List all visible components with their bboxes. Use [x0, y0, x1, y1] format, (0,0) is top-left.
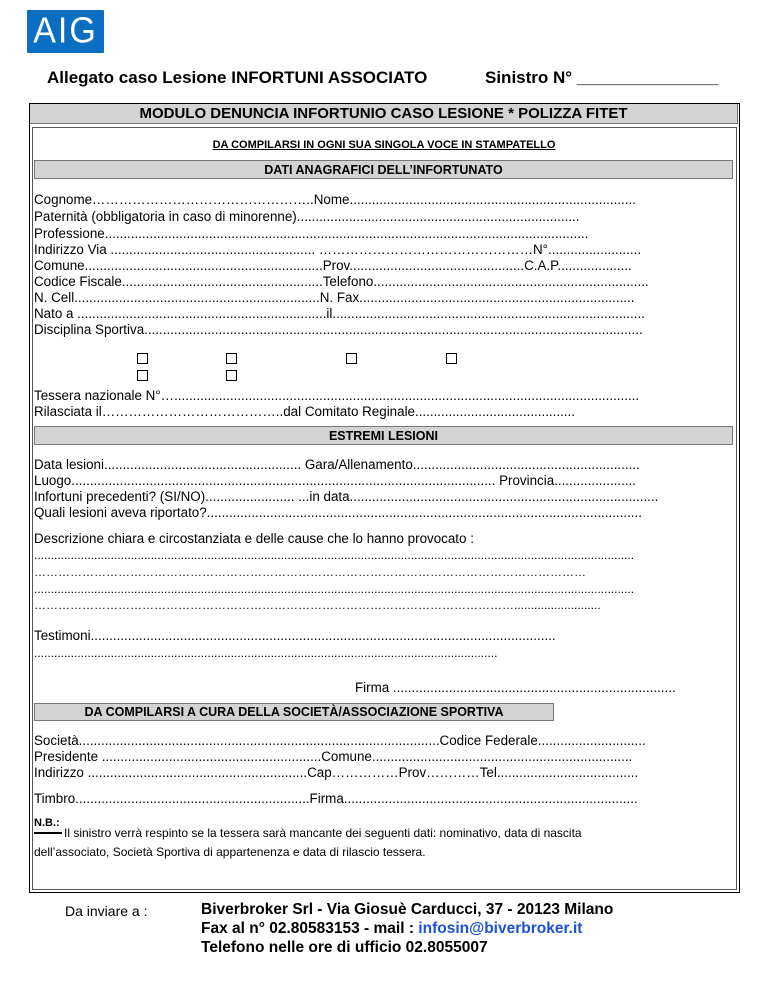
- field-previous-injuries[interactable]: Infortuni precedenti? (SI/NO)........................ ...in data...................................................................................: [34, 489, 659, 504]
- checkbox[interactable]: [226, 353, 237, 364]
- checkbox[interactable]: [137, 353, 148, 364]
- field-previous-lesions[interactable]: Quali lesioni aveva riportato?.....................................................................................................................: [34, 505, 642, 520]
- field-club-address[interactable]: Indirizzo ...........................................................Cap……………Prov…………Tel......................................: [34, 765, 639, 780]
- field-paternity[interactable]: Paternità (obbligatoria in caso di minorenne)............................................................................: [34, 209, 580, 224]
- section-personal-data-heading: DATI ANAGRAFICI DELL’INFORTUNATO: [34, 160, 733, 179]
- claim-number-label: Sinistro N° _______________: [485, 68, 719, 87]
- description-line[interactable]: ....................................................................................................................................................................................: [34, 548, 635, 562]
- field-tax-code[interactable]: Codice Fiscale......................................................Telefono..........................................................................: [34, 274, 649, 289]
- checkbox[interactable]: [346, 353, 357, 364]
- description-line[interactable]: ....................................................................................................................................................................................: [34, 582, 635, 596]
- field-profession[interactable]: Professione..................................................................................................................................: [34, 226, 589, 241]
- field-witnesses[interactable]: Testimoni.............................................................................................................................: [34, 628, 556, 643]
- checkbox[interactable]: [226, 370, 237, 381]
- nb-underline: [34, 832, 62, 834]
- field-membership-card[interactable]: Tessera nazionale N°….............................................................................................................................: [34, 388, 640, 403]
- nb-text: Il sinistro verrà respinto se la tessera sarà mancante dei seguenti dati: nominativo, data di nascita: [64, 826, 582, 840]
- description-label: Descrizione chiara e circostanziata e delle cause che lo hanno provocato :: [34, 531, 474, 546]
- checkbox[interactable]: [446, 353, 457, 364]
- field-president[interactable]: Presidente ...........................................................Comune......................................................................: [34, 749, 633, 764]
- description-line[interactable]: …………………………………………………………………………………………………………………………: [34, 565, 586, 579]
- attachment-title: Allegato caso Lesione INFORTUNI ASSOCIATO: [47, 68, 428, 87]
- broker-phone: Telefono nelle ore di ufficio 02.8055007: [201, 939, 488, 956]
- nb-text-cont: dell’associato, Società Sportiva di appartenenza e data di rilascio tessera.: [34, 845, 426, 859]
- field-mobile[interactable]: N. Cell..................................................................N. Fax..........................................................................: [34, 290, 635, 305]
- fill-instruction: DA COMPILARSI IN OGNI SUA SINGOLA VOCE IN STAMPATELLO: [212, 139, 556, 151]
- checkbox[interactable]: [137, 370, 148, 381]
- field-injury-date[interactable]: Data lesioni..................................................... Gara/Allenamento.............................................................: [34, 457, 640, 472]
- field-address[interactable]: Indirizzo Via ....................................................... …………………………………………N°.........................: [34, 242, 642, 257]
- broker-contact: Fax al n° 02.80583153 - mail : infosin@biverbroker.it: [201, 920, 583, 937]
- section-club-heading: DA COMPILARSI A CURA DELLA SOCIETÀ/ASSOCIAZIONE SPORTIVA: [34, 703, 554, 721]
- broker-email-link[interactable]: infosin@biverbroker.it: [418, 920, 583, 937]
- field-signature[interactable]: Firma ............................................................................: [355, 680, 676, 695]
- broker-address: Biverbroker Srl - Via Giosuè Carducci, 37 - 20123 Milano: [201, 901, 614, 918]
- field-witnesses-cont[interactable]: ...........................................................................................................................................: [34, 646, 498, 660]
- aig-logo: AIG: [27, 10, 104, 53]
- nb-label: N.B.:: [34, 817, 60, 829]
- field-sport[interactable]: Disciplina Sportiva......................................................................................................................................: [34, 322, 643, 337]
- field-city[interactable]: Comune................................................................Prov...............................................C.A.P....................: [34, 258, 632, 273]
- field-club[interactable]: Società.................................................................................................Codice Federale.............................: [34, 733, 646, 748]
- field-surname-name[interactable]: Cognome…………………………………………..Nome.............................................................................: [34, 192, 636, 207]
- send-to-label: Da inviare a :: [65, 903, 148, 919]
- field-birth[interactable]: Nato a ...................................................................il....................................................................................: [34, 306, 645, 321]
- form-title: MODULO DENUNCIA INFORTUNIO CASO LESIONE * POLIZZA FITET: [29, 103, 738, 124]
- field-place[interactable]: Luogo.................................................................................................................. Provincia......................: [34, 473, 636, 488]
- field-issued[interactable]: Rilasciata il…………………………………..dal Comitato Reginale...........................................: [34, 404, 575, 419]
- description-line[interactable]: …………………………………………………………………………………………………………..........................: [34, 598, 601, 612]
- field-stamp-signature[interactable]: Timbro...............................................................Firma...............................................................................: [34, 791, 638, 806]
- section-injuries-heading: ESTREMI LESIONI: [34, 426, 733, 445]
